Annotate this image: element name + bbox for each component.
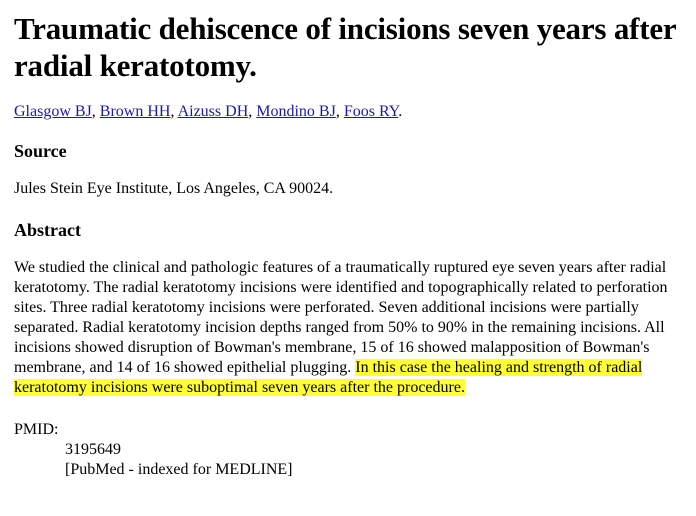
abstract-heading: Abstract bbox=[14, 220, 81, 240]
author-link-4[interactable]: Mondino BJ bbox=[256, 103, 336, 120]
abstract-text: We studied the clinical and pathologic features of a traumatically ruptured eye seven years after radial keratotomy. The radial keratotomy incisions were identified and topographically related to perforation sites. Three radial keratotomy incisions were perforated. Seven additional incisions were partially separated. Radial keratotomy incision depths ranged from 50% to 90% in the remaining incisions. All incisions showed disruption of Bowman's membrane, 15 of 16 showed malapposition of Bowman's membrane, and 14 of 16 showed epithelial plugging. bbox=[14, 259, 668, 376]
abstract-highlight: In this case the healing and strength of radial keratotomy incisions were suboptimal seven years after the procedure. bbox=[14, 359, 643, 396]
author-link-1[interactable]: Glasgow BJ bbox=[14, 103, 92, 120]
source-text: Jules Stein Eye Institute, Los Angeles, CA 90024. bbox=[14, 180, 334, 197]
pmid-label: PMID: bbox=[14, 421, 59, 438]
source-heading: Source bbox=[14, 141, 67, 161]
abstract-body bbox=[14, 258, 682, 398]
author-list: Glasgow BJ, Brown HH, Aizuss DH, Mondino BJ, Foos RY. bbox=[14, 103, 403, 120]
article-title: Traumatic dehiscence of incisions seven years after radial keratotomy. bbox=[14, 11, 676, 83]
author-list-end: . bbox=[398, 103, 403, 120]
author-link-5[interactable]: Foos RY bbox=[343, 103, 399, 120]
pmid-block bbox=[65, 440, 684, 480]
author-link-2[interactable]: Brown HH bbox=[99, 103, 171, 120]
article bbox=[14, 10, 684, 480]
pmid-value: 3195649 bbox=[65, 441, 121, 458]
author-link-3[interactable]: Aizuss DH bbox=[177, 103, 249, 120]
pmid-status: [PubMed - indexed for MEDLINE] bbox=[65, 461, 293, 478]
